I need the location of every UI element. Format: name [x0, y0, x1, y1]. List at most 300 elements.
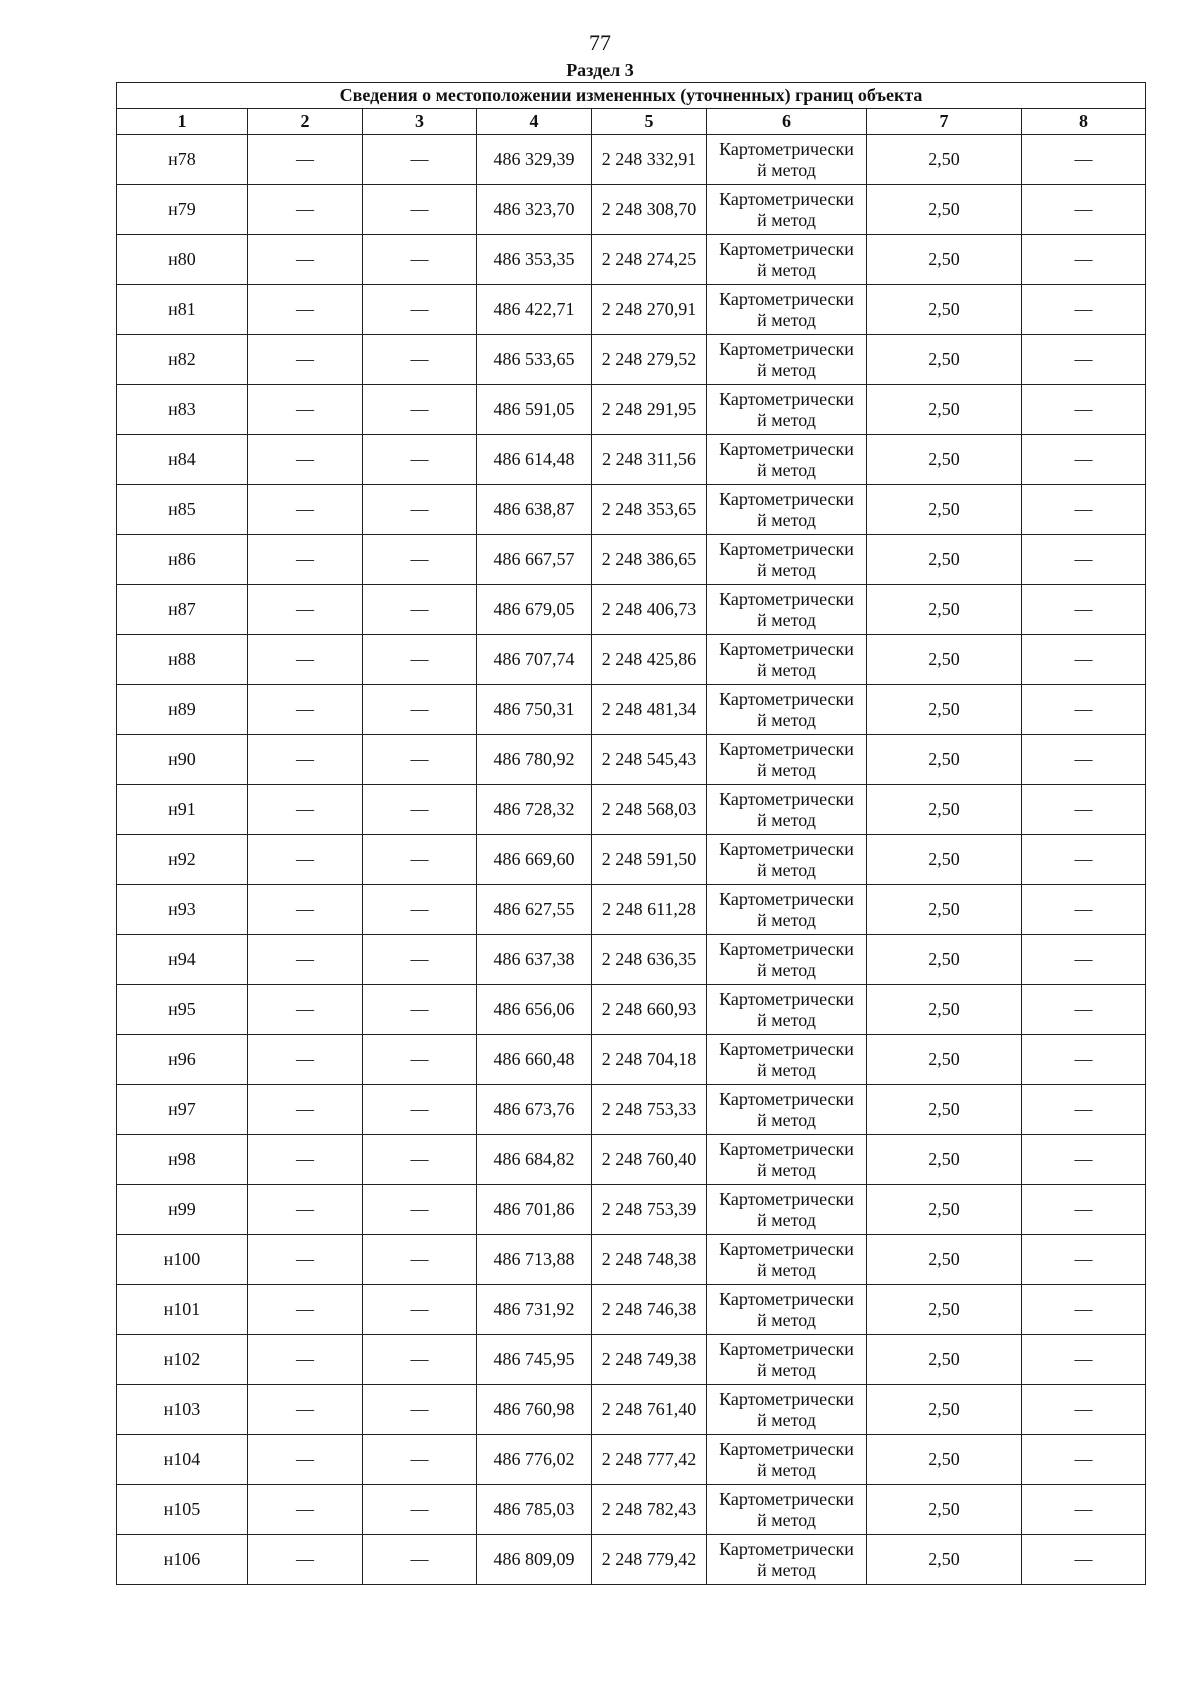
y-coordinate-cell: 2 248 761,40 — [592, 1385, 707, 1435]
dash-cell: — — [363, 1135, 477, 1185]
method-line-1: Картометрически — [719, 1238, 854, 1259]
accuracy-cell: 2,50 — [867, 1535, 1022, 1585]
method-cell — [707, 835, 867, 885]
method-line-2: й метод — [757, 1309, 816, 1330]
x-coordinate-cell: 486 660,48 — [477, 1035, 592, 1085]
dash-cell: — — [1022, 1335, 1146, 1385]
accuracy-cell: 2,50 — [867, 1035, 1022, 1085]
dash-cell: — — [248, 735, 363, 785]
method-line-1: Картометрически — [719, 538, 854, 559]
dash-cell: — — [363, 235, 477, 285]
x-coordinate-cell: 486 776,02 — [477, 1435, 592, 1485]
dash-cell: — — [1022, 185, 1146, 235]
point-name-cell: н96 — [117, 1035, 248, 1085]
accuracy-cell: 2,50 — [867, 435, 1022, 485]
dash-cell: — — [363, 1435, 477, 1485]
method-cell — [707, 285, 867, 335]
dash-cell: — — [1022, 935, 1146, 985]
dash-cell: — — [1022, 685, 1146, 735]
dash-cell: — — [363, 585, 477, 635]
method-cell — [707, 1285, 867, 1335]
point-name-cell: н79 — [117, 185, 248, 235]
dash-cell: — — [363, 485, 477, 535]
point-name-cell: н82 — [117, 335, 248, 385]
table-row — [117, 135, 1146, 185]
dash-cell: — — [248, 935, 363, 985]
table-row — [117, 235, 1146, 285]
y-coordinate-cell: 2 248 611,28 — [592, 885, 707, 935]
method-line-2: й метод — [757, 959, 816, 980]
dash-cell: — — [1022, 735, 1146, 785]
y-coordinate-cell: 2 248 746,38 — [592, 1285, 707, 1335]
method-line-1: Картометрически — [719, 338, 854, 359]
method-cell — [707, 1435, 867, 1485]
x-coordinate-cell: 486 745,95 — [477, 1335, 592, 1385]
method-line-1: Картометрически — [719, 1038, 854, 1059]
method-line-1: Картометрически — [719, 1338, 854, 1359]
method-line-2: й метод — [757, 609, 816, 630]
point-name-cell: н102 — [117, 1335, 248, 1385]
method-line-2: й метод — [757, 409, 816, 430]
dash-cell: — — [1022, 435, 1146, 485]
y-coordinate-cell: 2 248 386,65 — [592, 535, 707, 585]
method-line-1: Картометрически — [719, 1388, 854, 1409]
method-line-1: Картометрически — [719, 1138, 854, 1159]
table-row — [117, 585, 1146, 635]
dash-cell: — — [363, 785, 477, 835]
method-cell — [707, 1535, 867, 1585]
method-line-1: Картометрически — [719, 1288, 854, 1309]
point-name-cell: н81 — [117, 285, 248, 335]
method-cell — [707, 1085, 867, 1135]
method-line-2: й метод — [757, 1009, 816, 1030]
y-coordinate-cell: 2 248 636,35 — [592, 935, 707, 985]
x-coordinate-cell: 486 760,98 — [477, 1385, 592, 1435]
dash-cell: — — [363, 435, 477, 485]
table-row — [117, 635, 1146, 685]
dash-cell: — — [1022, 1385, 1146, 1435]
y-coordinate-cell: 2 248 545,43 — [592, 735, 707, 785]
x-coordinate-cell: 486 669,60 — [477, 835, 592, 885]
table-row — [117, 835, 1146, 885]
y-coordinate-cell: 2 248 406,73 — [592, 585, 707, 635]
method-line-1: Картометрически — [719, 1088, 854, 1109]
y-coordinate-cell: 2 248 353,65 — [592, 485, 707, 535]
accuracy-cell: 2,50 — [867, 585, 1022, 635]
dash-cell: — — [248, 1335, 363, 1385]
column-number: 2 — [248, 109, 363, 135]
dash-cell: — — [248, 785, 363, 835]
method-line-2: й метод — [757, 1559, 816, 1580]
method-line-2: й метод — [757, 859, 816, 880]
table-row — [117, 1535, 1146, 1585]
dash-cell: — — [363, 1485, 477, 1535]
accuracy-cell: 2,50 — [867, 1485, 1022, 1535]
dash-cell: — — [1022, 1235, 1146, 1285]
point-name-cell: н105 — [117, 1485, 248, 1535]
point-name-cell: н94 — [117, 935, 248, 985]
dash-cell: — — [1022, 1035, 1146, 1085]
method-cell — [707, 235, 867, 285]
table-row — [117, 485, 1146, 535]
method-line-2: й метод — [757, 1509, 816, 1530]
dash-cell: — — [363, 685, 477, 735]
column-number-row — [117, 109, 1146, 135]
y-coordinate-cell: 2 248 753,39 — [592, 1185, 707, 1235]
point-name-cell: н78 — [117, 135, 248, 185]
accuracy-cell: 2,50 — [867, 1185, 1022, 1235]
x-coordinate-cell: 486 785,03 — [477, 1485, 592, 1535]
method-cell — [707, 1035, 867, 1085]
column-number: 1 — [117, 109, 248, 135]
accuracy-cell: 2,50 — [867, 1385, 1022, 1435]
x-coordinate-cell: 486 728,32 — [477, 785, 592, 835]
method-line-1: Картометрически — [719, 638, 854, 659]
table-row — [117, 885, 1146, 935]
dash-cell: — — [363, 1535, 477, 1585]
point-name-cell: н85 — [117, 485, 248, 535]
method-line-2: й метод — [757, 809, 816, 830]
dash-cell: — — [1022, 985, 1146, 1035]
method-line-2: й метод — [757, 259, 816, 280]
method-line-2: й метод — [757, 459, 816, 480]
method-line-1: Картометрически — [719, 138, 854, 159]
method-cell — [707, 635, 867, 685]
method-line-2: й метод — [757, 1459, 816, 1480]
dash-cell: — — [363, 1035, 477, 1085]
point-name-cell: н98 — [117, 1135, 248, 1185]
table-row — [117, 1135, 1146, 1185]
table-row — [117, 1435, 1146, 1485]
method-cell — [707, 685, 867, 735]
dash-cell: — — [248, 1185, 363, 1235]
x-coordinate-cell: 486 701,86 — [477, 1185, 592, 1235]
method-line-1: Картометрически — [719, 238, 854, 259]
y-coordinate-cell: 2 248 660,93 — [592, 985, 707, 1035]
method-line-2: й метод — [757, 359, 816, 380]
accuracy-cell: 2,50 — [867, 285, 1022, 335]
table-row — [117, 435, 1146, 485]
method-line-1: Картометрически — [719, 738, 854, 759]
dash-cell: — — [363, 1235, 477, 1285]
dash-cell: — — [363, 535, 477, 585]
method-cell — [707, 335, 867, 385]
x-coordinate-cell: 486 353,35 — [477, 235, 592, 285]
y-coordinate-cell: 2 248 270,91 — [592, 285, 707, 335]
coordinates-table — [116, 82, 1146, 1585]
dash-cell: — — [248, 485, 363, 535]
dash-cell: — — [1022, 1185, 1146, 1235]
dash-cell: — — [248, 885, 363, 935]
x-coordinate-cell: 486 780,92 — [477, 735, 592, 785]
x-coordinate-cell: 486 323,70 — [477, 185, 592, 235]
y-coordinate-cell: 2 248 481,34 — [592, 685, 707, 735]
column-number: 3 — [363, 109, 477, 135]
method-line-1: Картометрически — [719, 1438, 854, 1459]
dash-cell: — — [363, 185, 477, 235]
method-cell — [707, 435, 867, 485]
y-coordinate-cell: 2 248 760,40 — [592, 1135, 707, 1185]
point-name-cell: н101 — [117, 1285, 248, 1335]
dash-cell: — — [1022, 135, 1146, 185]
dash-cell: — — [248, 285, 363, 335]
point-name-cell: н103 — [117, 1385, 248, 1435]
table-row — [117, 285, 1146, 335]
table-body — [117, 135, 1146, 1585]
dash-cell: — — [363, 885, 477, 935]
table-row — [117, 1485, 1146, 1535]
x-coordinate-cell: 486 667,57 — [477, 535, 592, 585]
column-number: 6 — [707, 109, 867, 135]
dash-cell: — — [363, 1185, 477, 1235]
table-row — [117, 535, 1146, 585]
x-coordinate-cell: 486 679,05 — [477, 585, 592, 635]
dash-cell: — — [1022, 885, 1146, 935]
x-coordinate-cell: 486 707,74 — [477, 635, 592, 685]
method-line-2: й метод — [757, 559, 816, 580]
method-cell — [707, 785, 867, 835]
dash-cell: — — [363, 735, 477, 785]
accuracy-cell: 2,50 — [867, 335, 1022, 385]
x-coordinate-cell: 486 656,06 — [477, 985, 592, 1035]
accuracy-cell: 2,50 — [867, 185, 1022, 235]
dash-cell: — — [248, 1035, 363, 1085]
accuracy-cell: 2,50 — [867, 485, 1022, 535]
x-coordinate-cell: 486 591,05 — [477, 385, 592, 435]
accuracy-cell: 2,50 — [867, 735, 1022, 785]
point-name-cell: н91 — [117, 785, 248, 835]
accuracy-cell: 2,50 — [867, 535, 1022, 585]
method-line-1: Картометрически — [719, 788, 854, 809]
y-coordinate-cell: 2 248 332,91 — [592, 135, 707, 185]
dash-cell: — — [248, 435, 363, 485]
y-coordinate-cell: 2 248 777,42 — [592, 1435, 707, 1485]
x-coordinate-cell: 486 809,09 — [477, 1535, 592, 1585]
point-name-cell: н84 — [117, 435, 248, 485]
page-number: 77 — [589, 30, 611, 55]
x-coordinate-cell: 486 422,71 — [477, 285, 592, 335]
dash-cell: — — [248, 185, 363, 235]
dash-cell: — — [363, 1385, 477, 1435]
dash-cell: — — [248, 685, 363, 735]
dash-cell: — — [248, 1085, 363, 1135]
point-name-cell: н100 — [117, 1235, 248, 1285]
x-coordinate-cell: 486 673,76 — [477, 1085, 592, 1135]
method-line-1: Картометрически — [719, 488, 854, 509]
x-coordinate-cell: 486 627,55 — [477, 885, 592, 935]
method-line-1: Картометрически — [719, 688, 854, 709]
dash-cell: — — [248, 335, 363, 385]
dash-cell: — — [1022, 485, 1146, 535]
column-number: 8 — [1022, 109, 1146, 135]
method-line-1: Картометрически — [719, 1488, 854, 1509]
y-coordinate-cell: 2 248 591,50 — [592, 835, 707, 885]
method-cell — [707, 535, 867, 585]
accuracy-cell: 2,50 — [867, 1235, 1022, 1285]
method-line-2: й метод — [757, 509, 816, 530]
y-coordinate-cell: 2 248 279,52 — [592, 335, 707, 385]
accuracy-cell: 2,50 — [867, 135, 1022, 185]
table-row — [117, 385, 1146, 435]
method-line-1: Картометрически — [719, 388, 854, 409]
point-name-cell: н99 — [117, 1185, 248, 1235]
method-line-2: й метод — [757, 1109, 816, 1130]
column-number: 4 — [477, 109, 592, 135]
dash-cell: — — [248, 385, 363, 435]
accuracy-cell: 2,50 — [867, 635, 1022, 685]
point-name-cell: н90 — [117, 735, 248, 785]
method-line-2: й метод — [757, 709, 816, 730]
y-coordinate-cell: 2 248 274,25 — [592, 235, 707, 285]
point-name-cell: н89 — [117, 685, 248, 735]
dash-cell: — — [363, 935, 477, 985]
dash-cell: — — [1022, 535, 1146, 585]
method-cell — [707, 1185, 867, 1235]
x-coordinate-cell: 486 533,65 — [477, 335, 592, 385]
accuracy-cell: 2,50 — [867, 1085, 1022, 1135]
dash-cell: — — [363, 635, 477, 685]
x-coordinate-cell: 486 638,87 — [477, 485, 592, 535]
method-line-1: Картометрически — [719, 988, 854, 1009]
point-name-cell: н88 — [117, 635, 248, 685]
dash-cell: — — [1022, 635, 1146, 685]
dash-cell: — — [1022, 1435, 1146, 1485]
dash-cell: — — [248, 535, 363, 585]
method-line-2: й метод — [757, 909, 816, 930]
method-line-2: й метод — [757, 1359, 816, 1380]
dash-cell: — — [1022, 1535, 1146, 1585]
dash-cell: — — [363, 835, 477, 885]
dash-cell: — — [248, 235, 363, 285]
table-row — [117, 1235, 1146, 1285]
dash-cell: — — [363, 1285, 477, 1335]
accuracy-cell: 2,50 — [867, 985, 1022, 1035]
method-cell — [707, 485, 867, 535]
method-line-2: й метод — [757, 1259, 816, 1280]
dash-cell: — — [1022, 335, 1146, 385]
section-title: Раздел 3 — [566, 60, 634, 80]
y-coordinate-cell: 2 248 568,03 — [592, 785, 707, 835]
accuracy-cell: 2,50 — [867, 385, 1022, 435]
method-cell — [707, 1485, 867, 1535]
method-line-2: й метод — [757, 1209, 816, 1230]
dash-cell: — — [1022, 835, 1146, 885]
dash-cell: — — [1022, 785, 1146, 835]
dash-cell: — — [1022, 285, 1146, 335]
dash-cell: — — [1022, 1085, 1146, 1135]
dash-cell: — — [1022, 1285, 1146, 1335]
method-cell — [707, 135, 867, 185]
method-cell — [707, 935, 867, 985]
accuracy-cell: 2,50 — [867, 1135, 1022, 1185]
method-line-2: й метод — [757, 1409, 816, 1430]
method-line-1: Картометрически — [719, 888, 854, 909]
method-cell — [707, 585, 867, 635]
table-row — [117, 1335, 1146, 1385]
accuracy-cell: 2,50 — [867, 935, 1022, 985]
dash-cell: — — [1022, 1135, 1146, 1185]
y-coordinate-cell: 2 248 749,38 — [592, 1335, 707, 1385]
method-line-1: Картометрически — [719, 188, 854, 209]
dash-cell: — — [248, 1135, 363, 1185]
accuracy-cell: 2,50 — [867, 835, 1022, 885]
method-line-2: й метод — [757, 209, 816, 230]
method-cell — [707, 1335, 867, 1385]
x-coordinate-cell: 486 750,31 — [477, 685, 592, 735]
dash-cell: — — [248, 135, 363, 185]
x-coordinate-cell: 486 329,39 — [477, 135, 592, 185]
dash-cell: — — [363, 1335, 477, 1385]
table-row — [117, 785, 1146, 835]
dash-cell: — — [248, 985, 363, 1035]
dash-cell: — — [248, 1535, 363, 1585]
point-name-cell: н92 — [117, 835, 248, 885]
dash-cell: — — [248, 1285, 363, 1335]
y-coordinate-cell: 2 248 753,33 — [592, 1085, 707, 1135]
column-number: 5 — [592, 109, 707, 135]
method-line-2: й метод — [757, 159, 816, 180]
table-row — [117, 1285, 1146, 1335]
point-name-cell: н95 — [117, 985, 248, 1035]
method-cell — [707, 185, 867, 235]
method-cell — [707, 385, 867, 435]
x-coordinate-cell: 486 614,48 — [477, 435, 592, 485]
dash-cell: — — [248, 1235, 363, 1285]
table-row — [117, 335, 1146, 385]
dash-cell: — — [363, 385, 477, 435]
method-cell — [707, 1385, 867, 1435]
dash-cell: — — [1022, 585, 1146, 635]
x-coordinate-cell: 486 637,38 — [477, 935, 592, 985]
method-line-1: Картометрически — [719, 938, 854, 959]
method-line-2: й метод — [757, 309, 816, 330]
accuracy-cell: 2,50 — [867, 885, 1022, 935]
y-coordinate-cell: 2 248 425,86 — [592, 635, 707, 685]
dash-cell: — — [363, 135, 477, 185]
y-coordinate-cell: 2 248 704,18 — [592, 1035, 707, 1085]
dash-cell: — — [248, 1385, 363, 1435]
point-name-cell: н86 — [117, 535, 248, 585]
table-row — [117, 1035, 1146, 1085]
x-coordinate-cell: 486 684,82 — [477, 1135, 592, 1185]
accuracy-cell: 2,50 — [867, 685, 1022, 735]
table-row — [117, 1185, 1146, 1235]
point-name-cell: н87 — [117, 585, 248, 635]
dash-cell: — — [248, 835, 363, 885]
method-cell — [707, 1235, 867, 1285]
y-coordinate-cell: 2 248 291,95 — [592, 385, 707, 435]
point-name-cell: н80 — [117, 235, 248, 285]
method-line-2: й метод — [757, 759, 816, 780]
y-coordinate-cell: 2 248 782,43 — [592, 1485, 707, 1535]
method-line-1: Картометрически — [719, 438, 854, 459]
point-name-cell: н106 — [117, 1535, 248, 1585]
x-coordinate-cell: 486 731,92 — [477, 1285, 592, 1335]
table-caption-row — [117, 83, 1146, 109]
accuracy-cell: 2,50 — [867, 1435, 1022, 1485]
method-line-1: Картометрически — [719, 588, 854, 609]
dash-cell: — — [363, 335, 477, 385]
y-coordinate-cell: 2 248 311,56 — [592, 435, 707, 485]
accuracy-cell: 2,50 — [867, 1285, 1022, 1335]
table-row — [117, 185, 1146, 235]
table-caption: Сведения о местоположении измененных (уточненных) границ объекта — [117, 83, 1146, 109]
point-name-cell: н97 — [117, 1085, 248, 1135]
method-line-1: Картометрически — [719, 838, 854, 859]
method-line-1: Картометрически — [719, 288, 854, 309]
accuracy-cell: 2,50 — [867, 785, 1022, 835]
method-line-2: й метод — [757, 1059, 816, 1080]
